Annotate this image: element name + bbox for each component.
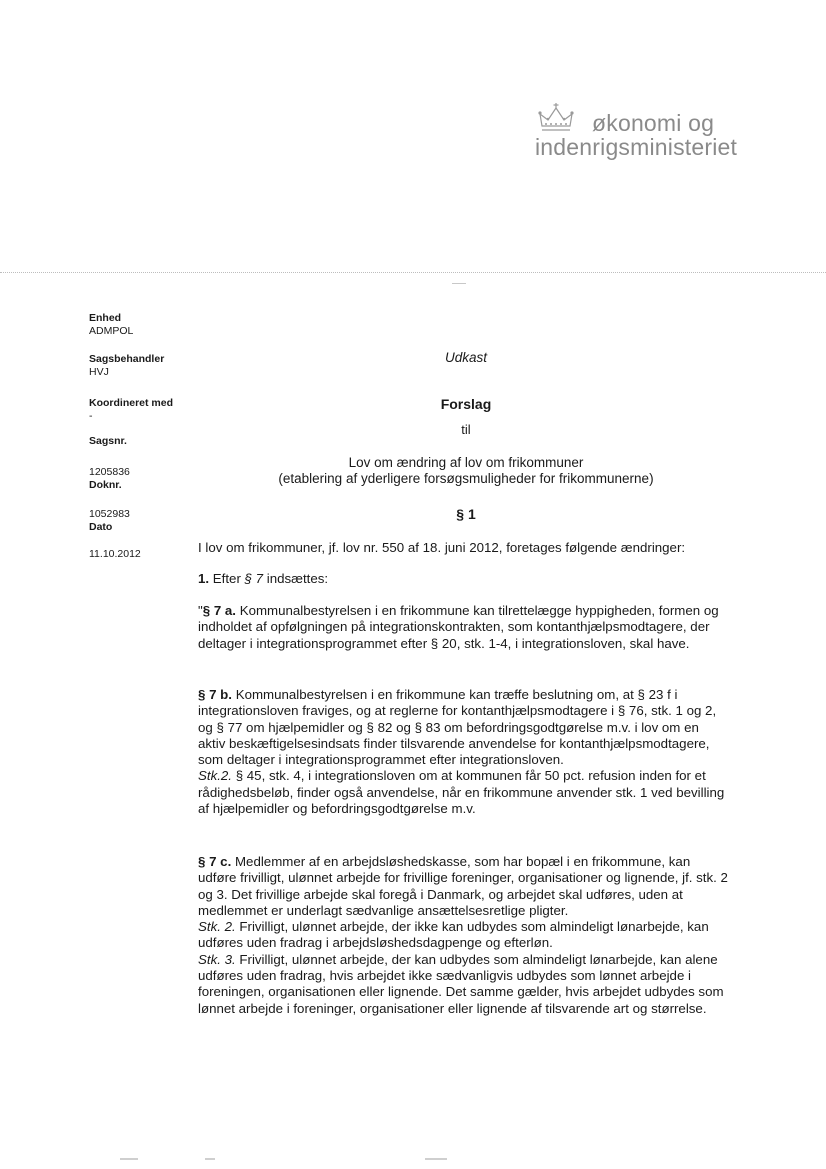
- section-7c: [198, 854, 728, 1017]
- section-7b-stk2-body: § 45, stk. 4, i integrationsloven om at kommunen får 50 pct. refusion inden for et rådighedsbeløb, finder også anvendelse, når en frikommune anvender stk. 1 ved bevilling af hjælpemidler og befordringsgodtgørelse m.v.: [198, 768, 725, 817]
- meta-doknr-label: Doknr.: [89, 479, 122, 491]
- section-7c-stk2: [198, 919, 728, 952]
- meta-doknr-value: 1052983: [89, 508, 130, 520]
- ministry-logo: [530, 100, 740, 170]
- section-7c-body: Medlemmer af en arbejdsløshedskasse, som har bopæl i en frikommune, kan udføre frivilligt, ulønnet arbejde for frivillige foreninger, organisationer og lignende, jf. stk. 2 og 3. Det frivillige arbejde skal foregå i Danmark, og arbejdet skal udføres, uden at medlemmet er underlagt sædvanlige ansættelsesretlige pligter.: [198, 854, 728, 918]
- item-post: indsættes:: [263, 571, 329, 586]
- logo-text-line1: økonomi og: [592, 110, 715, 136]
- meta-sagsbehandler: [89, 353, 164, 379]
- item-ref: § 7: [244, 571, 264, 586]
- scan-artifact: [205, 1158, 215, 1160]
- meta-sagsnr-label: Sagsnr.: [89, 435, 127, 447]
- meta-enhed-value: ADMPOL: [89, 325, 134, 337]
- meta-dato-value: 11.10.2012: [89, 548, 141, 560]
- section-7b-body: Kommunalbestyrelsen i en frikommune kan træffe beslutning om, at § 23 f i integrationsloven fraviges, og at reglerne for kontanthjælpsmodtagere i § 76, stk. 1 og 2, og § 77 om hjælpemidler og § 82 og § 83 om befordringsgodtgørelse m.v. i lov om en aktiv beskæftigelsesindsats finder tilsvarende anvendelse for kontanthjælpsmodtagere, som deltager i integrationsprogrammet efter integrationsloven.: [198, 687, 717, 768]
- item-pre: Efter: [209, 571, 245, 586]
- meta-enhed: [89, 312, 133, 338]
- section-7c-stk2-body: Frivilligt, ulønnet arbejde, der ikke kan udbydes som almindeligt lønarbejde, kan udføres uden fradrag i arbejdsløshedsdagpenge og efterløn.: [198, 919, 709, 951]
- meta-sagsbehandler-value: HVJ: [89, 366, 109, 378]
- meta-koordineret-value: -: [89, 410, 93, 422]
- header-divider: [0, 272, 826, 273]
- section-7a-body: Kommunalbestyrelsen i en frikommune kan tilrettelægge hyppigheden, formen og indholdet af opfølgningen på integrationskontrakten, som kontanthjælpsmodtagere, der deltager i integrationsprogrammet efter § 20, stk. 1-4, i integrationsloven, skal have.: [198, 603, 719, 651]
- scan-artifact: [120, 1158, 138, 1160]
- section-7a-heading: § 7 a.: [202, 603, 237, 618]
- section-7b-text: [198, 687, 728, 768]
- crown-icon: [536, 102, 576, 136]
- section-7c-stk2-label: Stk. 2.: [198, 919, 236, 935]
- meta-koordineret: [89, 397, 173, 423]
- section-heading: § 1: [456, 506, 476, 522]
- section-7c-heading: § 7 c.: [198, 854, 232, 869]
- section-7b-stk2-label: Stk.2.: [198, 768, 232, 784]
- intro-text: I lov om frikommuner, jf. lov nr. 550 af 18. juni 2012, foretages følgende ændringer:: [198, 540, 686, 555]
- intro-paragraph: [198, 540, 728, 556]
- meta-doknr-dato: [89, 508, 130, 534]
- section-7c-stk3: [198, 952, 728, 1017]
- section-7a-text: [198, 603, 728, 652]
- meta-sagsnr-label-block: [89, 435, 127, 448]
- law-subtitle: (etablering af yderligere forsøgsmuligheder for frikommunerne): [278, 471, 654, 486]
- meta-dato-label: Dato: [89, 521, 113, 533]
- logo-text-line2: indenrigsministeriet: [535, 134, 738, 160]
- section-7c-stk3-label: Stk. 3.: [198, 951, 236, 967]
- scan-mark: [452, 283, 466, 284]
- meta-sagsnr-value: 1205836: [89, 466, 130, 478]
- draft-label: Udkast: [444, 350, 488, 365]
- scan-artifact: [425, 1158, 447, 1160]
- meta-sagsbehandler-label: Sagsbehandler: [89, 353, 165, 365]
- section-7b-heading: § 7 b.: [198, 687, 232, 702]
- amendment-item-1: [198, 571, 728, 587]
- law-title: Lov om ændring af lov om frikommuner: [348, 455, 584, 470]
- section-7c-stk3-body: Frivilligt, ulønnet arbejde, der kan udbydes som almindeligt lønarbejde, kan alene udføres uden fradrag, hvis arbejdet ikke sædvanligvis udbydes som lønnet arbejde i foreningen, organisationen eller lignende. Det samme gælder, hvis arbejdet udbydes som lønnet arbejde i foreninger, organisationer eller lignende af tilsvarende art og størrelse.: [198, 951, 724, 1016]
- section-7b: [198, 687, 728, 817]
- section-7a: [198, 603, 728, 652]
- bill-til: til: [461, 422, 471, 437]
- bill-heading: Forslag: [440, 396, 492, 412]
- meta-koordineret-label: Koordineret med: [89, 397, 174, 409]
- section-7b-stk2: [198, 768, 728, 817]
- meta-sagsnr-doknr: [89, 466, 130, 492]
- meta-enhed-label: Enhed: [89, 312, 122, 324]
- amendment-item-1-text: [198, 571, 728, 587]
- item-number: 1.: [198, 571, 210, 586]
- meta-dato: [89, 548, 141, 561]
- section-7c-text: [198, 854, 728, 919]
- quote-mark: ": [198, 603, 203, 618]
